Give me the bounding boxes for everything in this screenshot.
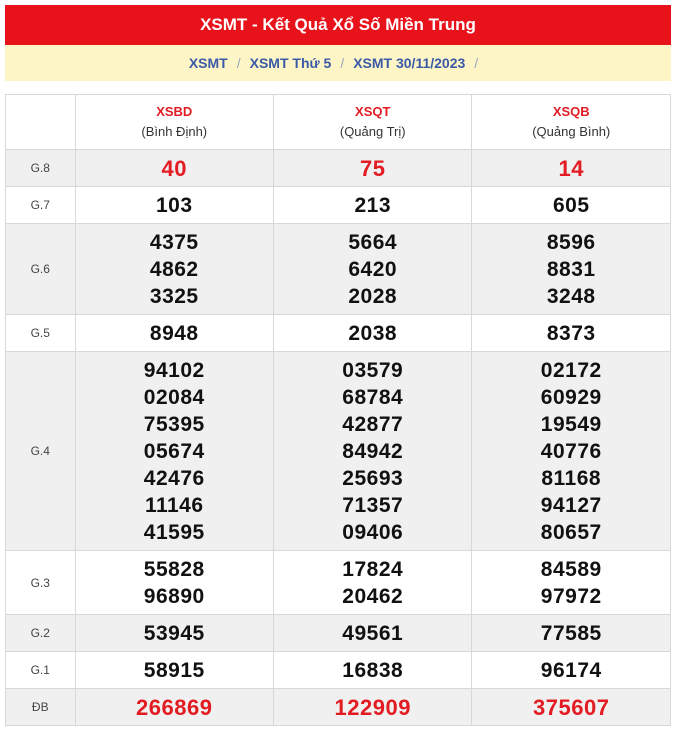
result-cell	[472, 224, 671, 315]
result-number: 3248	[546, 284, 596, 308]
result-cell	[75, 352, 273, 551]
result-number: 4375	[149, 230, 199, 254]
prize-row-g2	[6, 615, 671, 652]
result-number: 60929	[540, 385, 602, 409]
prize-label: G.4	[6, 352, 76, 551]
result-number: 96890	[143, 584, 205, 608]
breadcrumb-item-weekday[interactable]: XSMT Thứ 5	[249, 55, 332, 71]
result-number: 8373	[546, 321, 596, 345]
result-number: 77585	[540, 621, 602, 645]
breadcrumb-item-date[interactable]: XSMT 30/11/2023	[353, 55, 466, 71]
prize-label: G.2	[6, 615, 76, 652]
result-cell	[472, 615, 671, 652]
province-header	[472, 95, 671, 150]
result-number: 09406	[342, 520, 404, 544]
province-header	[75, 95, 273, 150]
breadcrumb	[5, 45, 671, 81]
result-number: 8831	[546, 257, 596, 281]
result-number: 81168	[541, 466, 602, 490]
prize-label: G.1	[6, 652, 76, 689]
result-cell	[472, 352, 671, 551]
prize-row-g8	[6, 150, 671, 187]
result-number: 05674	[143, 439, 205, 463]
result-number: 94127	[540, 493, 602, 517]
result-number: 03579	[342, 358, 404, 382]
province-name: (Quảng Bình)	[532, 124, 611, 139]
result-cell	[472, 689, 671, 726]
result-number: 84942	[342, 439, 404, 463]
breadcrumb-item-xsmt[interactable]: XSMT	[188, 55, 228, 71]
result-cell	[274, 187, 472, 224]
result-cell	[274, 224, 472, 315]
province-code-link[interactable]: XSQB	[552, 104, 590, 119]
result-cell	[274, 652, 472, 689]
result-cell	[75, 315, 273, 352]
prize-row-g1	[6, 652, 671, 689]
result-number: 16838	[342, 658, 404, 682]
prize-label: ĐB	[6, 689, 76, 726]
prize-row-special	[6, 689, 671, 726]
result-number: 8948	[149, 321, 199, 345]
result-cell	[472, 551, 671, 615]
result-cell	[274, 352, 472, 551]
result-number: 4862	[149, 257, 199, 281]
prize-row-g4	[6, 352, 671, 551]
result-number: 84589	[540, 557, 602, 581]
page-header	[5, 5, 671, 45]
result-number: 8596	[546, 230, 596, 254]
result-number: 41595	[143, 520, 205, 544]
result-number: 3325	[149, 284, 199, 308]
result-number: 40776	[540, 439, 602, 463]
result-number: 19549	[540, 412, 602, 436]
prize-label: G.8	[6, 150, 76, 187]
result-number: 40	[161, 155, 187, 181]
result-number: 14	[558, 155, 584, 181]
prize-label: G.5	[6, 315, 76, 352]
result-number: 96174	[540, 658, 602, 682]
result-number: 71357	[342, 493, 404, 517]
result-number: 103	[155, 193, 193, 217]
result-number: 6420	[348, 257, 398, 281]
result-cell	[472, 315, 671, 352]
result-number: 2038	[348, 321, 398, 345]
breadcrumb-separator: /	[236, 55, 241, 71]
result-number: 94102	[143, 358, 205, 382]
result-cell	[274, 615, 472, 652]
result-cell	[75, 224, 273, 315]
result-number: 605	[552, 193, 590, 217]
result-number: 68784	[342, 385, 404, 409]
province-header	[274, 95, 472, 150]
result-cell	[472, 187, 671, 224]
result-number: 42476	[143, 466, 205, 490]
prize-row-g7	[6, 187, 671, 224]
result-cell	[274, 689, 472, 726]
prize-label: G.3	[6, 551, 76, 615]
province-code-link[interactable]: XSBD	[156, 104, 193, 119]
result-number: 58915	[143, 658, 205, 682]
corner-cell	[6, 95, 76, 150]
result-number: 02172	[540, 358, 602, 382]
result-number: 5664	[348, 230, 398, 254]
result-cell	[75, 689, 273, 726]
result-number: 2028	[348, 284, 398, 308]
result-number: 75	[360, 155, 386, 181]
prize-row-g5	[6, 315, 671, 352]
result-cell	[75, 615, 273, 652]
result-number: 17824	[342, 557, 404, 581]
prize-row-g6	[6, 224, 671, 315]
prize-label: G.7	[6, 187, 76, 224]
result-number: 55828	[143, 557, 205, 581]
special-prize-number: 375607	[533, 694, 610, 720]
result-number: 75395	[143, 412, 205, 436]
result-cell	[75, 187, 273, 224]
result-number: 11146	[144, 493, 204, 517]
province-name: (Bình Định)	[141, 124, 208, 139]
result-cell	[274, 150, 472, 187]
province-header-row	[6, 95, 671, 150]
result-number: 49561	[342, 621, 404, 645]
result-number: 25693	[342, 466, 404, 490]
prize-row-g3	[6, 551, 671, 615]
special-prize-number: 266869	[136, 694, 213, 720]
breadcrumb-separator: /	[340, 55, 345, 71]
result-cell	[75, 150, 273, 187]
result-cell	[75, 551, 273, 615]
result-number: 80657	[540, 520, 602, 544]
result-cell	[472, 652, 671, 689]
page-title: XSMT - Kết Quả Xổ Số Miền Trung	[200, 15, 476, 34]
result-cell	[274, 551, 472, 615]
province-name: (Quảng Trị)	[339, 124, 406, 139]
result-number: 53945	[143, 621, 205, 645]
results-table	[5, 94, 671, 726]
result-number: 97972	[540, 584, 602, 608]
result-number: 20462	[342, 584, 404, 608]
province-code-link[interactable]: XSQT	[355, 104, 391, 119]
result-cell	[472, 150, 671, 187]
breadcrumb-separator: /	[474, 55, 479, 71]
result-number: 02084	[143, 385, 205, 409]
prize-label: G.6	[6, 224, 76, 315]
result-number: 42877	[342, 412, 404, 436]
result-number: 213	[354, 193, 392, 217]
result-cell	[75, 652, 273, 689]
result-cell	[274, 315, 472, 352]
special-prize-number: 122909	[334, 694, 411, 720]
